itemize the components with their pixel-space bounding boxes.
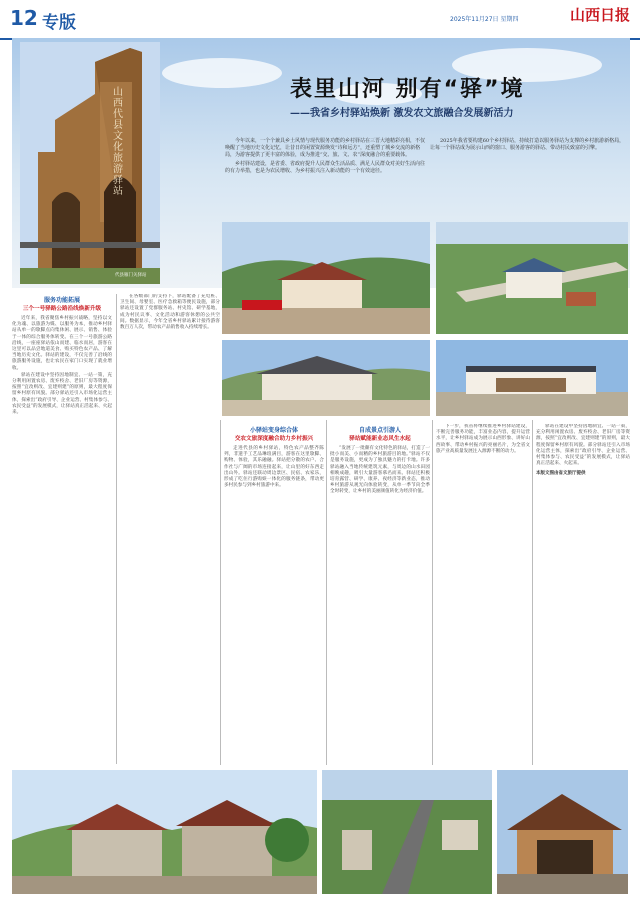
section-subheading: 驿站赋能新业态风生水起: [349, 436, 411, 442]
gate-sign-text: 山西代县文化旅游驿站: [110, 86, 122, 196]
masthead-logo: 山西日报: [569, 6, 630, 24]
article-column-3: [224, 424, 324, 764]
headline-subtitle: ——我省乡村驿站焕新 激发农文旅融合发展新活力: [290, 108, 514, 119]
section-subheading: 三个一号驿路公路沿线焕新升级: [22, 306, 102, 312]
lead-column-2: [430, 138, 625, 154]
body-paragraph: 在各级部门的支持下，驿站配备了充电桩、卫生间、母婴室、医疗急救箱等便民设施，部分驿站还设置了党群服务站、村史馆、研学基地，成为村民议事、文化活动和游客休憩的公共空间。数据显示，今年全省乡村驿站累计接待游客数百万人次，带动农产品销售收入持续增长。: [120, 294, 220, 331]
body-paragraph: 下一步，我省将继续推进乡村驿站建设，不断完善服务功能，丰富业态内容，提升运营水平，让乡村驿站成为展示山西形象、讲好山西故事、带动乡村振兴的亮丽名片，为全省文旅产业高质量发展注入源源不断的动力。: [436, 424, 530, 454]
photo-stone-houses: [12, 770, 317, 894]
stone-gate-image: [20, 42, 160, 284]
body-paragraph: 驿站在建设中坚持因地制宜、一站一策，充分利用闲置农房、废弃校舍、老旧厂房等资源，按照“宜改则改、宜建则建”的原则，最大程度保留乡村原有风貌。部分驿站还引入市场化运营主体，探索出“政府引导、企业运营、村集体参与、农民受益”的发展模式，让驿站真正活起来、火起来。: [12, 372, 112, 416]
section-label: 专版: [42, 13, 76, 33]
photo-credit: 本版文图由省文旅厅提供: [536, 471, 586, 477]
headline-title: 表里山河 别有“驿”境: [290, 77, 525, 102]
section-subheading: 交农文旅深度融合助力乡村振兴: [234, 436, 314, 442]
page-header: [0, 0, 640, 40]
lead-paragraph: 今年以来，一个个兼具乡土风情与现代服务功能的乡村驿站在三晋大地精彩亮相，不仅唤醒了当地历史文化记忆，让昔日的闲置资源焕发“诗和远方”，还重塑了城乡交流的新格局，为游客提供了更丰富的体验，成为推进“交、旅、文、农”深度融合的重要载体。: [225, 138, 426, 158]
section-heading: 服务功能拓展: [43, 297, 80, 304]
body-paragraph: 近年来，我省聚焦乡村振兴战略，坚持以文化为魂、以旅游为媒、以服务为本，推动乡村驿站从单一的歇脚点向集休闲、展示、销售、体验于一体的综合服务体转变。在三个一号旅游公路沿线，一座座驿站依山而建、临水而居，游客在这里可以品尝地道美食、购买特色农产品、了解当地历史文化。驿站的建设，不仅完善了沿线的旅游服务设施，也让农民在家门口实现了就业增收。: [12, 316, 112, 371]
photo-aerial-station: [436, 222, 628, 334]
issue-date: 2025年11月27日 星期四: [450, 16, 519, 23]
article-column-2: [120, 294, 220, 764]
photo-modern-station: [436, 340, 628, 416]
article-column-5: [436, 424, 530, 764]
body-paragraph: 驿站在建设中坚持因地制宜、一站一策，充分利用闲置农房、废弃校舍、老旧厂房等资源，按照“宜改则改、宜建则建”的原则，最大程度保留乡村原有风貌。部分驿站还引入市场化运营主体，探索出“政府引导、企业运营、村集体参与、农民受益”的发展模式，让驿站真正活起来、火起来。: [536, 424, 630, 467]
photo-wooden-pavilion: [497, 770, 628, 894]
body-paragraph: “发展了一批颇有文化特色的驿站，打造了一批小而美、小而精的乡村旅游目的地。”驿站不仅是服务设施，更成为了独具魅力的打卡地。许多驿站融入当地传统建筑元素，与周边的山水田园相映成趣，吸引大量游客慕名而来。驿站还积极培育露营、研学、康养、夜经济等新业态，推动乡村旅游从观光向体验转变，从单一季节向全季全时转变，让乡村的美丽颜值转化为经济价值。: [330, 446, 430, 495]
photo-courtyard-station: [222, 340, 430, 416]
lead-paragraph: 2025年我省要构建60个乡村驿站，持续打造以服务驿站为支撑的乡村旅游新格局，让每一个驿站成为展示山西的窗口、服务游客的驿站、带动村民致富的引擎。: [430, 138, 625, 151]
section-heading: 小驿站变身综合体: [249, 427, 298, 434]
gate-caption: 代县雁门关驿站: [115, 273, 147, 278]
section-heading: 自成景点引游人: [358, 427, 401, 434]
photo-village-square: [222, 222, 430, 334]
page-number: 12: [10, 6, 38, 30]
lead-column-1: [225, 138, 425, 177]
article-column-6: [536, 424, 630, 764]
body-paragraph: 走进代县的乡村驿站，特色农产品整齐陈列，非遗手工艺品琳琅满目，游客在这里歇脚、购物、体验，其乐融融。驿站把分散的农户、合作社与广阔的市场连接起来，让山里的好东西走出山外。驿站还联动周边景区、民宿、农家乐，形成了吃住行游购娱一体化的服务链条，带动更多村民参与到乡村旅游中来。: [224, 446, 324, 489]
article-column-4: [330, 424, 430, 764]
lead-paragraph: 乡村驿站建设，是省委、省政府提升人民群众生活品质、满足人民群众对美好生活向往的有力举措，也是为农民增收、为乡村振兴注入新动能的一个有效途径。: [225, 161, 426, 174]
photo-road-aerial: [322, 770, 492, 894]
